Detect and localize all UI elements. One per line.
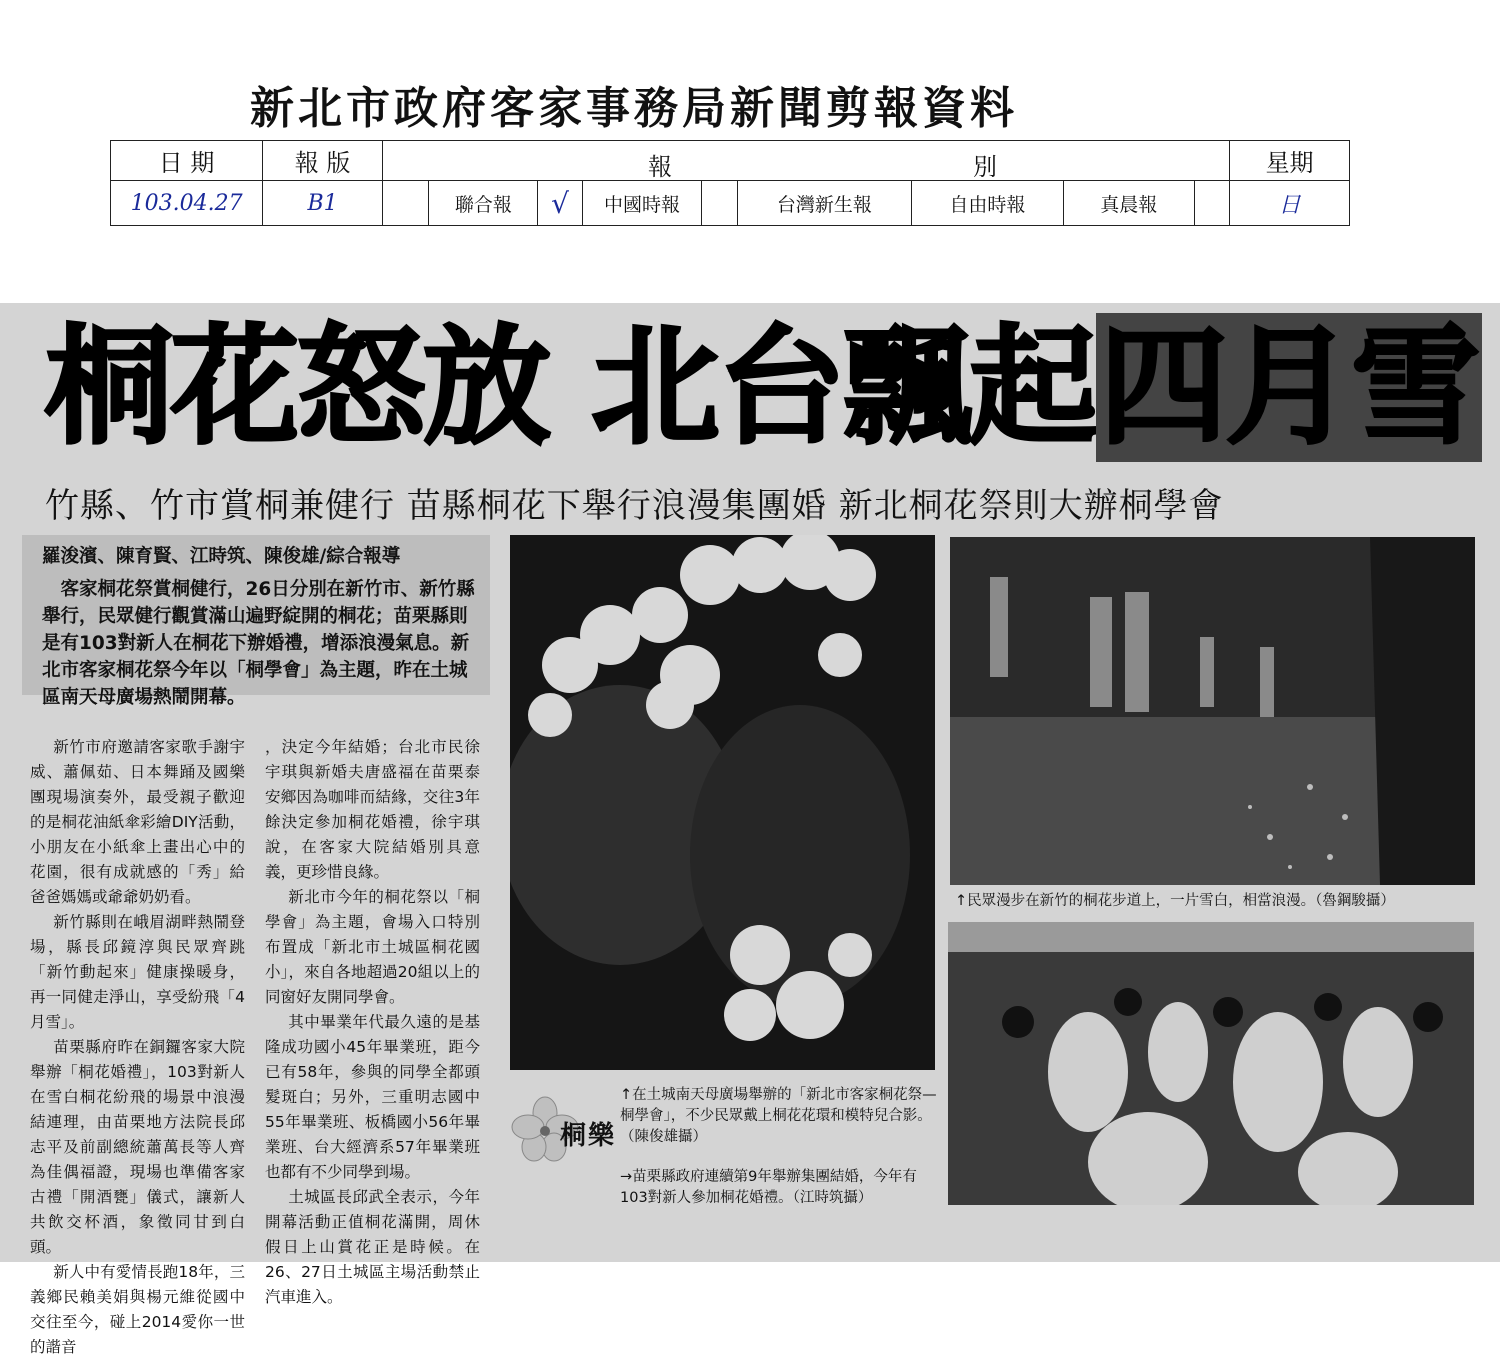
caption-wedding: →苗栗縣政府連續第9年舉辦集團結婚，今年有103對新人參加桐花婚禮。（江時筑攝） bbox=[620, 1169, 917, 1206]
flower-crown-illustration bbox=[510, 535, 935, 1070]
paper-header-left: 報 bbox=[647, 153, 672, 181]
edition-value: B1 bbox=[307, 190, 338, 216]
col1-para-3: 苗栗縣府昨在銅鑼客家大院舉辦「桐花婚禮」，103對新人在雪白桐花紛飛的場景中浪漫結連理，由苗栗地方法院長邱志平及前副總統蕭萬長等人齊為佳偶福證，現場也準備客家古禮「開酒甕」儀式，讓新人共飲交杯酒，象徵同甘到白頭。 bbox=[30, 1038, 245, 1256]
lede-text: 客家桐花祭賞桐健行，26日分別在新竹市、新竹縣舉行，民眾健行觀賞滿山遍野綻開的桐花；苗栗縣則是有103對新人在桐花下辦婚禮，增添浪漫氣息。新北市客家桐花祭今年以「桐學會」為主題，昨在土城區南天母廣場熱鬧開幕。 bbox=[42, 579, 475, 708]
document-title: 新北市政府客家事務局新聞剪報資料 bbox=[250, 83, 1018, 134]
date-header: 日 期 bbox=[111, 141, 263, 181]
paper-checkmark: √ bbox=[551, 186, 569, 220]
edition-header: 報 版 bbox=[263, 141, 383, 181]
caption-trail: ↑民眾漫步在新竹的桐花步道上，一片雪白，相當浪漫。（魯鋼駿攝） bbox=[955, 893, 1395, 909]
col2-para-2: 新北市今年的桐花祭以「桐學會」為主題，會場入口特別布置成「新北市土城區桐花國小」，來自各地超過20組以上的同窗好友開同學會。 bbox=[265, 888, 480, 1006]
col1-para-2: 新竹縣則在峨眉湖畔熱鬧登場，縣長邱鏡淳與民眾齊跳「新竹動起來」健康操暖身，再一同健走淨山，享受紛飛「4月雪」。 bbox=[30, 913, 245, 1031]
body-column-1 bbox=[30, 735, 245, 1360]
weekday-header: 星期 bbox=[1230, 141, 1350, 181]
trail-illustration bbox=[950, 537, 1475, 885]
clipping-meta-table bbox=[110, 140, 1350, 226]
headline bbox=[45, 313, 1482, 462]
paper-5-label: 真晨報 bbox=[1063, 181, 1194, 226]
col2-para-4: 土城區長邱武全表示，今年開幕活動正值桐花滿開，周休假日上山賞花正是時候。在26、27日土城區主場活動禁止汽車進入。 bbox=[265, 1188, 480, 1306]
col1-para-1: 新竹市府邀請客家歌手謝宇威、蕭佩茹、日本舞踊及國樂團現場演奏外，最受親子歡迎的是桐花油紙傘彩繪DIY活動，小朋友在小紙傘上畫出心中的花園，很有成就感的「秀」給爸爸媽媽或爺爺奶奶看。 bbox=[30, 738, 245, 906]
paper-3-label: 台灣新生報 bbox=[738, 181, 912, 226]
paper-4-label: 自由時報 bbox=[911, 181, 1063, 226]
col2-para-1: ，決定今年結婚；台北市民徐宇琪與新婚夫唐盛福在苗栗泰安鄉因為咖啡而結緣，交往3年餘決定參加桐花婚禮，徐宇琪說，在客家大院結婚別具意義，更珍惜良緣。 bbox=[265, 738, 480, 881]
group-wedding-illustration bbox=[948, 922, 1474, 1205]
paper-1-label: 聯合報 bbox=[429, 181, 538, 226]
headline-part-b: 四月雪 bbox=[1096, 313, 1482, 462]
col2-para-3: 其中畢業年代最久遠的是基隆成功國小45年畢業班，距今已有58年，參與的同學全都頭髮斑白；另外，三重明志國中55年畢業班、板橋國小56年畢業班、台大經濟系57年畢業班也都有不少同學到場。 bbox=[265, 1013, 480, 1181]
byline: 羅浚濱、陳育賢、江時筑、陳俊雄/綜合報導 bbox=[42, 546, 401, 567]
headline-part-a: 桐花怒放 北台飄起 bbox=[45, 313, 1096, 462]
weekday-value: 日 bbox=[1278, 192, 1301, 218]
lede-box bbox=[22, 535, 490, 708]
photo-flower-crown-couple bbox=[510, 535, 935, 1070]
paper-header-right: 別 bbox=[972, 153, 997, 181]
photo-tung-flower-trail bbox=[950, 537, 1475, 885]
body-column-2 bbox=[265, 735, 480, 1310]
paper-2-label: 中國時報 bbox=[582, 181, 702, 226]
date-value: 103.04.27 bbox=[130, 190, 243, 216]
subheadline: 竹縣、竹市賞桐兼健行 苗縣桐花下舉行浪漫集團婚 新北桐花祭則大辦桐學會 bbox=[45, 486, 1224, 526]
col1-para-4: 新人中有愛情長跑18年，三義鄉民賴美娟與楊元維從國中交往至今，碰上2014愛你一世的諧音 bbox=[30, 1263, 245, 1356]
paper-type-header bbox=[382, 141, 1229, 181]
photo-group-wedding bbox=[948, 922, 1474, 1205]
caption-crown: ↑在土城南天母廣場舉辦的「新北市客家桐花祭—桐學會」，不少民眾戴上桐花花環和模特兒合影。（陳俊雄攝） bbox=[620, 1087, 937, 1145]
section-logo-text: 桐樂 bbox=[560, 1121, 617, 1151]
